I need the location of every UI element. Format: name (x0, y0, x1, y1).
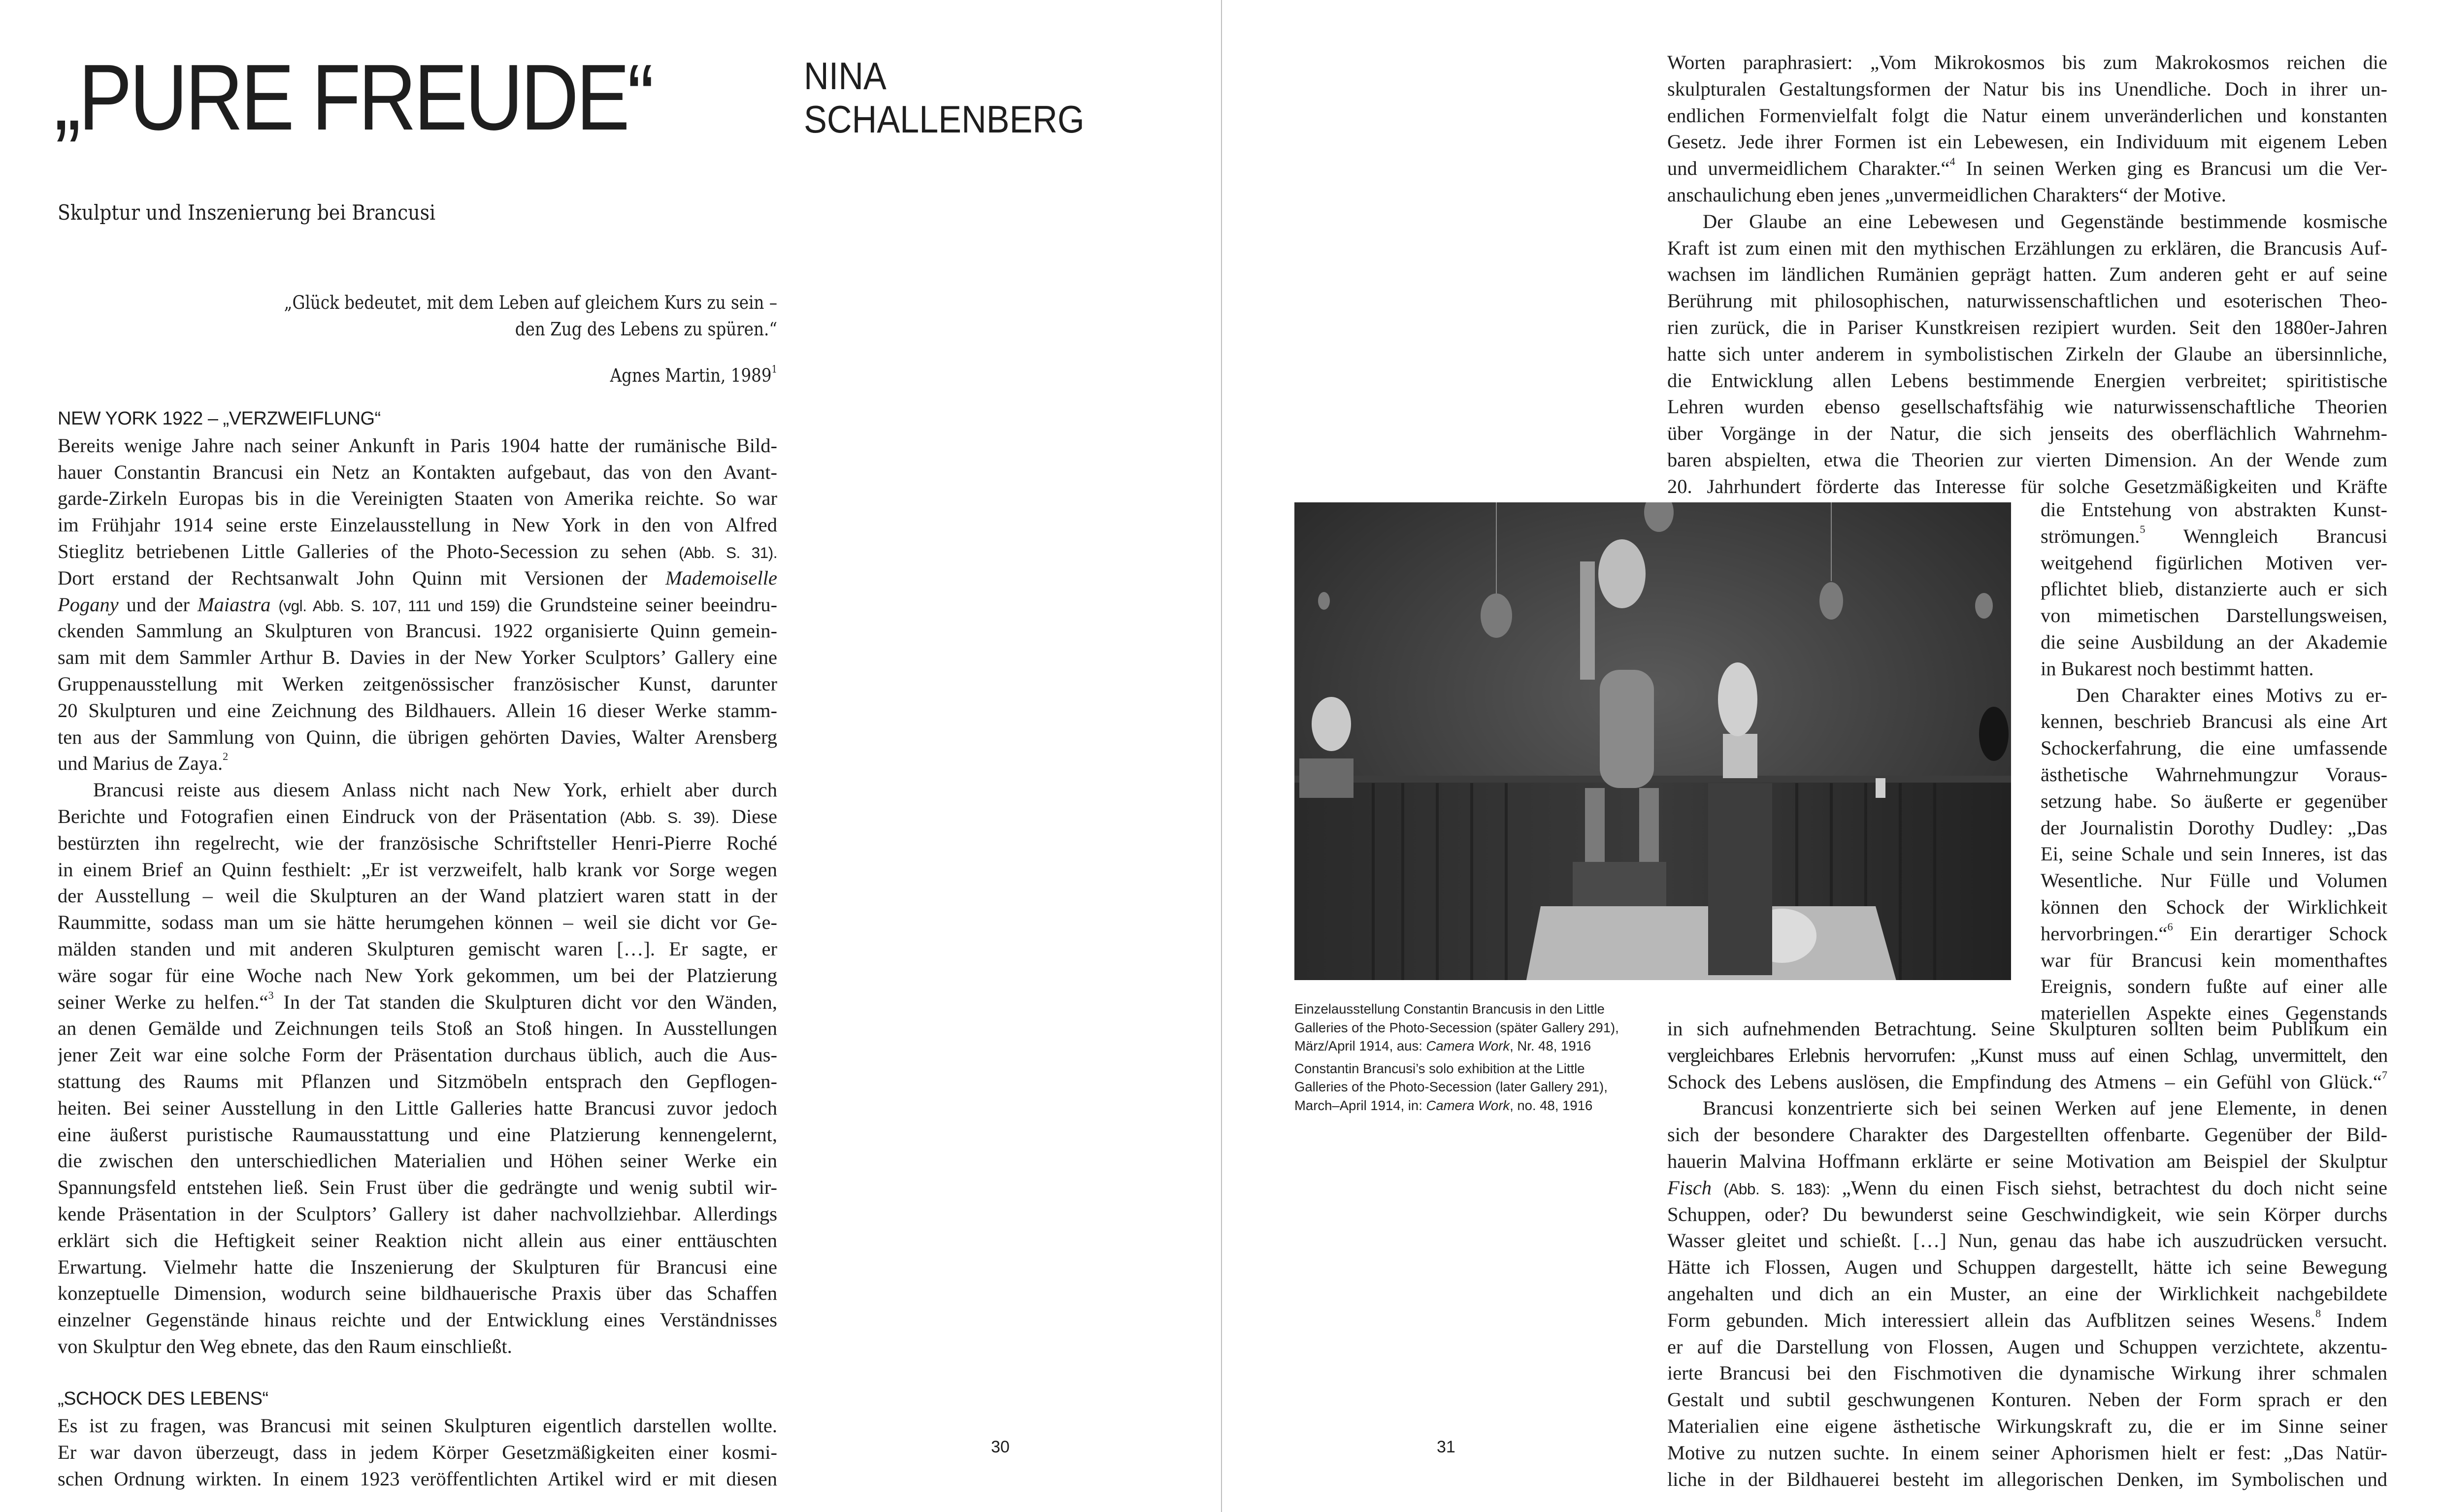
section-heading: NEW YORK 1922 – „VERZWEIFLUNG“ (58, 408, 381, 429)
text-line: angehalten und dich an ein Muster, an eine der Wirklichkeit nachgebildete (1667, 1282, 2387, 1305)
text-line: Wesentliche. Nur Fülle und Volumen (2041, 869, 2387, 892)
caption-span: März/April 1914, aus: (1294, 1038, 1422, 1053)
author-name (804, 54, 1085, 141)
photo-caption (1294, 1000, 1639, 1115)
text-line: war für Brancusi kein momenthaftes (2041, 949, 2387, 971)
text-line: von Skulptur den Weg ebnete, das den Raum einschließt. (58, 1335, 512, 1357)
text-line: Kraft ist zum einen mit den mythischen Erzählungen zu erklären, die Brancusis Auf- (1667, 236, 2387, 259)
text-line: Spannungsfeld entstehen ließ. Sein Frust über die gedrängte und wenig subtil wir- (58, 1176, 777, 1199)
text-line: Erwartung. Vielmehr hatte die Inszenierung der Skulpturen für Brancusi eine (58, 1255, 777, 1278)
text-line: einzelner Gegenstände hinaus reichte und der Entwicklung eines Verständnisses (58, 1309, 777, 1331)
page-number: 30 (991, 1438, 1010, 1456)
text-span: Schock des Lebens auslösen, die Empfindung des Atmens – ein Gefühl von Glück.“ (1667, 1070, 2382, 1093)
footnote-ref: 8 (2315, 1307, 2321, 1319)
epigraph-source (266, 362, 777, 389)
caption-line-en: Constantin Brancusi’s solo exhibition at the Little (1294, 1060, 1585, 1076)
text-span: seiner Werke zu helfen.“ (58, 990, 268, 1013)
right-text-column-bottom (1667, 1016, 2387, 1492)
footnote-ref: 4 (1949, 155, 1955, 168)
text-line (1667, 1307, 2387, 1334)
text-line: stattung des Raums mit Pflanzen und Sitzmöbeln entsprach den Gepflogen- (58, 1070, 777, 1092)
text-line: ierte Brancusi bei den Fischmotiven die dynamische Wirkung ihrer schmalen (1667, 1362, 2387, 1384)
text-line: mälden standen und mit anderen Skulpturen gemischt waren […]. Er sagte, er (58, 937, 777, 960)
text-span: Indem (2336, 1309, 2387, 1331)
text-line: skulpturalen Gestaltungsformen der Natur bis ins Unendliche. Doch in ihrer un- (1667, 77, 2387, 100)
publication-title: Camera Work (1426, 1097, 1510, 1113)
text-span: hervorbringen.“ (2041, 922, 2168, 945)
text-span: In der Tat standen die Skulpturen dicht vor den Wänden, (283, 990, 777, 1013)
text-line: materiellen Aspekte eines Gegenstands (2041, 1002, 2387, 1024)
text-line (58, 803, 777, 830)
text-line: die Entwicklung allen Lebens bestimmende Energien verbreitet; spiritistische (1667, 369, 2387, 392)
text-line: Gestalt und subtil geschwungenen Konturen. Neben der Form sprach er den (1667, 1388, 2387, 1411)
footnote-ref: 5 (2140, 523, 2146, 535)
text-line: Ereignis, sondern fußte auf einer alle (2041, 975, 2387, 998)
text-line (58, 592, 777, 618)
text-line: bestürzten ihn regelrecht, wie der französische Schriftsteller Henri-Pierre Roché (58, 831, 777, 854)
text-line: Der Glaube an eine Lebewesen und Gegenstände bestimmende kosmische (1703, 210, 2387, 232)
text-line (1667, 155, 2387, 182)
text-line: Raummitte, sodass man um sie hätte herumgehen können – weil sie dicht vor Ge- (58, 911, 777, 934)
text-line (58, 750, 777, 777)
text-line: Brancusi konzentrierte sich bei seinen Werken auf jene Elemente, in denen (1703, 1097, 2387, 1119)
text-line: schen Ordnung wirkten. In einem 1923 veröffentlichten Artikel wird er mit diesen (58, 1467, 777, 1490)
right-narrow-column (2041, 496, 2387, 1026)
text-span: Form gebunden. Mich interessiert allein das Aufblitzen seines Wesens. (1667, 1309, 2315, 1331)
text-line (1667, 1069, 2387, 1095)
text-line: hauer Constantin Brancusi ein Netz an Kontakten aufgebaut, das von den Avant- (58, 460, 777, 483)
text-line: Materialien eine eigene ästhetische Wirkungskraft zu, die er im Sinne seiner (1667, 1414, 2387, 1437)
text-line: in Bukarest noch bestimmt hatten. (2041, 657, 2314, 680)
text-span: und unvermeidlichem Charakter.“ (1667, 157, 1950, 180)
caption-line-de (1294, 1037, 1639, 1055)
text-line: weitgehend figürlichen Motiven ver- (2041, 551, 2387, 574)
wall-rail (1294, 776, 2011, 783)
figure-ref: (Abb. S. 39). (620, 808, 720, 826)
text-span: und Marius de Zaya. (58, 752, 223, 775)
text-line: konzeptuelle Dimension, wodurch seine bildhauerische Praxis über das Schaffen (58, 1282, 777, 1305)
caption-line-en (1294, 1096, 1639, 1115)
text-line: vergleichbares Erlebnis hervorrufen: „Kunst muss auf einen Schlag, unvermittelt, den (1667, 1044, 2387, 1066)
text-span: Wenngleich Brancusi (2183, 525, 2387, 547)
text-line: der Ausstellung – weil die Skulpturen an der Wand platziert waren statt in der (58, 885, 777, 907)
text-span: Berichte und Fotografien einen Eindruck von der Präsentation (58, 805, 607, 827)
text-line: von mimetischen Darstellungsweisen, (2041, 604, 2387, 627)
text-line: die seine Ausbildung an der Akademie (2041, 630, 2387, 653)
text-line: in einem Brief an Quinn festhielt: „Er ist verzweifelt, halb krank vor Sorge wegen (58, 858, 777, 881)
epigraph-line: den Zug des Lebens zu spüren.“ (515, 319, 777, 340)
article-title: „PURE FREUDE“ (54, 45, 652, 150)
text-span: „Wenn du einen Fisch siehst, betrachtest du doch nicht seine (1842, 1176, 2387, 1199)
footnote-ref: 1 (771, 363, 777, 375)
text-line: rien zurück, die in Pariser Kunstkreisen rezipiert wurden. Seit den 1880er-Jahren (1667, 316, 2387, 338)
figure-ref: (Abb. S. 31). (679, 543, 777, 561)
text-line: die Entstehung von abstrakten Kunst- (2041, 498, 2387, 521)
text-line: wäre sogar für eine Woche nach New York gekommen, um bei der Platzierung (58, 964, 777, 986)
artwork-title: Pogany (58, 593, 119, 616)
text-line: der Journalistin Dorothy Dudley: „Das (2041, 816, 2387, 839)
text-line (58, 565, 777, 592)
caption-span: , no. 48, 1916 (1510, 1097, 1593, 1113)
text-line: ckenden Sammlung an Skulpturen von Brancusi. 1922 organisierte Quinn gemein- (58, 620, 777, 642)
section-heading: „SCHOCK DES LEBENS“ (58, 1388, 268, 1410)
text-line: erklärt sich die Heftigkeit seiner Reaktion nicht allein aus einer enttäuschten (58, 1229, 777, 1251)
text-line: im Frühjahr 1914 seine erste Einzelausstellung in New York in den von Alfred (58, 514, 777, 536)
epigraph-line: „Glück bedeutet, mit dem Leben auf gleichem Kurs zu sein – (284, 292, 777, 313)
text-line (58, 538, 777, 565)
text-span: und der (126, 593, 190, 616)
publication-title: Camera Work (1426, 1038, 1510, 1053)
spacer (58, 1360, 777, 1386)
text-span: Ein derartiger Schock (2189, 922, 2387, 945)
text-line (58, 989, 777, 1016)
text-line (2041, 523, 2387, 550)
text-line: können den Schock der Wirklichkeit (2041, 895, 2387, 918)
text-line: liche in der Bildhauerei besteht im allegorischen Denken, im Symbolischen und (1667, 1468, 2387, 1490)
text-line: Worten paraphrasiert: „Vom Mikrokosmos bis zum Makrokosmos reichen die (1667, 51, 2387, 73)
text-line: eine äußerst puristische Raumausstattung und eine Platzierung kennengelernt, (58, 1123, 777, 1146)
text-span: Dort erstand der Rechtsanwalt John Quinn mit Versionen der (58, 566, 648, 589)
text-line: setzung habe. So äußerte er gegenüber (2041, 789, 2387, 812)
text-span: Stieglitz betriebenen Little Galleries of the Photo-Secession zu sehen (58, 540, 667, 562)
text-line: Bereits wenige Jahre nach seiner Ankunft in Paris 1904 hatte der rumänische Bild- (58, 434, 777, 457)
left-text-column (58, 406, 777, 1492)
text-line: sich der besondere Charakter des Dargestellten offenbarte. Gegenüber der Bild- (1667, 1123, 2387, 1146)
text-line: Schuppen, oder? Du bewunderst seine Geschwindigkeit, wie sein Körper durchs (1667, 1203, 2387, 1225)
exhibition-photo (1294, 502, 2011, 980)
text-line: anschaulichung eben jenes „unvermeidlichen Charakters“ der Motive. (1667, 183, 2226, 206)
text-line: Hätte ich Flossen, Augen und Schuppen dargestellt, hätte ich seine Bewegung (1667, 1256, 2387, 1279)
epigraph (197, 290, 777, 389)
article-subtitle: Skulptur und Inszenierung bei Brancusi (58, 200, 436, 225)
text-line: 20. Jahrhundert förderte das Interesse für solche Gesetzmäßigkeiten und Kräfte (1667, 475, 2387, 497)
text-line: Lehren wurden ebenso gesellschaftsfähig wie naturwissenschaftliche Theorien (1667, 395, 2387, 418)
text-line: hatte sich unter anderem in symbolistischen Zirkeln der Glaube an übersinnliche, (1667, 342, 2387, 365)
text-line: Berührung mit philosophischen, naturwissenschaftlichen und esoterischen Theo- (1667, 290, 2387, 312)
text-line: Gruppenausstellung mit Werken zeitgenössischer französischer Kunst, darunter (58, 672, 777, 695)
text-line: Ei, seine Schale und sein Inneres, ist das (2041, 843, 2387, 865)
text-line: kende Präsentation in der Sculptors’ Gallery ist daher nachvollziehbar. Allerdings (58, 1202, 777, 1225)
footnote-ref: 2 (223, 750, 229, 763)
artwork-title: Mademoiselle (665, 566, 777, 589)
text-span: Diese (731, 805, 777, 827)
text-line: Es ist zu fragen, was Brancusi mit seinen Skulpturen eigentlich darstellen wollte. (58, 1414, 777, 1437)
caption-line-en: Galleries of the Photo-Secession (later Gallery 291), (1294, 1079, 1608, 1094)
text-line: Brancusi reiste aus diesem Anlass nicht nach New York, erhielt aber durch (93, 779, 777, 801)
caption-line-de: Galleries of the Photo-Secession (später Gallery 291), (1294, 1019, 1619, 1035)
text-line: Motive zu nutzen suchte. In einem seiner Aphorismen hielt er fest: „Das Natür- (1667, 1441, 2387, 1464)
text-line: er auf die Darstellung von Flossen, Augen und Schuppen verzichtete, akzentu- (1667, 1335, 2387, 1358)
text-line: Den Charakter eines Motivs zu er- (2076, 684, 2387, 706)
text-line: kennen, beschrieb Brancusi als eine Art (2041, 710, 2387, 733)
right-text-column-top (1667, 49, 2387, 500)
footnote-ref: 7 (2381, 1068, 2387, 1081)
text-line: ästhetische Wahrnehmungzur Voraus- (2041, 763, 2387, 786)
text-span: strömungen. (2041, 525, 2140, 547)
text-line: an denen Gemälde und Zeichnungen teils Stoß an Stoß hingen. In Ausstellungen (58, 1017, 777, 1040)
text-line: die zwischen den unterschiedlichen Materialien und Höhen seiner Werke ein (58, 1150, 777, 1172)
text-line: Schockerfahrung, die eine umfassende (2041, 737, 2387, 759)
text-line: pflichtet blieb, distanzierte auch er sich (2041, 578, 2387, 600)
caption-gap (1294, 1055, 1639, 1059)
text-line: baren abspielten, etwa die Theorien zur vierten Dimension. An der Wende zum (1667, 448, 2387, 471)
text-line (2041, 920, 2387, 947)
epigraph-source-text: Agnes Martin, 1989 (610, 365, 772, 386)
text-line: 20 Skulpturen und eine Zeichnung des Bildhauers. Allein 16 dieser Werke stamm- (58, 699, 777, 722)
caption-line-de: Einzelausstellung Constantin Brancusis in den Little (1294, 1001, 1605, 1017)
photo-illustration (1294, 502, 2011, 980)
text-line: sam mit dem Sammler Arthur B. Davies in der New Yorker Sculptors’ Gallery eine (58, 646, 777, 669)
caption-span: , Nr. 48, 1916 (1510, 1038, 1591, 1053)
text-line: garde-Zirkeln Europas bis in die Vereinigten Staaten von Amerika reichte. So war (58, 487, 777, 510)
text-line: heiten. Bei seiner Ausstellung in den Little Galleries hatte Brancusi zuvor jedoch (58, 1096, 777, 1119)
text-line: endlichen Formenvielfalt folgt die Natur einem unveränderlichen und konstanten (1667, 104, 2387, 127)
author-last-name: SCHALLENBERG (804, 98, 1085, 141)
text-line: jener Zeit war eine solche Form der Präsentation durchaus üblich, auch die Aus- (58, 1044, 777, 1066)
text-line: hauerin Malvina Hoffmann erklärte er seine Motivation am Beispiel der Skulptur (1667, 1150, 2387, 1172)
footnote-ref: 3 (268, 988, 274, 1001)
caption-span: March–April 1914, in: (1294, 1097, 1422, 1113)
author-first-name: NINA (804, 54, 887, 98)
text-line: über Vorgänge in der Natur, die sich jenseits des oberflächlich Wahrnehm- (1667, 422, 2387, 445)
text-line: Wasser gleitet und schießt. […] Nun, genau das habe ich auszudrücken versucht. (1667, 1229, 2387, 1252)
figure-ref: (vgl. Abb. S. 107, 111 und 159) (278, 596, 500, 615)
text-span: In seinen Werken ging es Brancusi um die Ver- (1966, 157, 2387, 180)
text-line (1667, 1175, 2387, 1201)
artwork-title: Maiastra (197, 593, 271, 616)
text-line: Gesetz. Jede ihrer Formen ist ein Lebewesen, ein Individuum mit eigenem Leben (1667, 131, 2387, 153)
footnote-ref: 6 (2167, 920, 2173, 933)
text-line: Er war davon überzeugt, dass in jedem Körper Gesetzmäßigkeiten einer kosmi- (58, 1441, 777, 1464)
artwork-title: Fisch (1667, 1176, 1712, 1199)
text-line: ten aus der Sammlung von Quinn, die übrigen gehörten Davies, Walter Arensberg (58, 725, 777, 748)
figure-ref: (Abb. S. 183): (1723, 1180, 1830, 1198)
text-line: wachsen im ländlichen Rumänien geprägt hatten. Zum anderen geht er auf seine (1667, 263, 2387, 286)
text-span: die Grundsteine seiner beeindru- (508, 593, 777, 616)
text-line: in sich aufnehmenden Betrachtung. Seine Skulpturen sollten beim Publikum ein (1667, 1018, 2387, 1040)
page-number: 31 (1437, 1438, 1455, 1456)
